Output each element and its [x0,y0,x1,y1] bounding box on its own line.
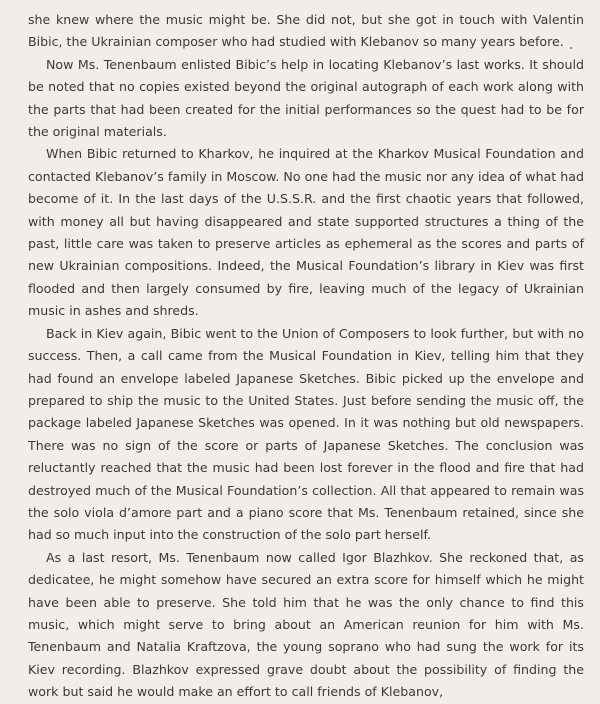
paragraph-4: Back in Kiev again, Bibic went to the Union of Composers to look further, but with no success. Then, a call came from the Musical Foundation in Kiev, telling him that they had found an envelope labeled Japanese Sketches. Bibic picked up the envelope and prepared to ship the music to the United States. Just before sending the music off, the package labeled Japanese Sketches was opened. In it was nothing but old newspapers. There was no sign of the score or parts of Japanese Sketches. The conclusion was reluctantly reached that the music had been lost forever in the flood and fire that had destroyed much of the Musical Foundation’s collection. All that appeared to remain was the solo viola d’amore part and a piano score that Ms. Tenenbaum retained, since she had so much input into the construction of the solo part herself. [28,325,584,543]
paper-speck [570,47,572,49]
paragraph-2: Now Ms. Tenenbaum enlisted Bibic’s help in locating Klebanov’s last works. It should be noted that no copies existed beyond the original autograph of each work along with the parts that had been created for the initial performances so the quest had to be for the original materials. [28,56,584,140]
paragraph-1: she knew where the music might be. She did not, but she got in touch with Valentin Bibic, the Ukrainian composer who had studied with Klebanov so many years before. [28,12,584,50]
document-page [28,9,584,704]
paragraph-5: As a last resort, Ms. Tenenbaum now called Igor Blazhkov. She reckoned that, as dedicatee, he might somehow have secured an extra score for himself which he might have been able to preserve. She told him that he was the only chance to find this music, which might serve to bring about an American reunion for him with Ms. Tenenbaum and Natalia Kraftzova, the young soprano who had sung the work for its Kiev recording. Blazhkov expressed grave doubt about the possibility of finding the work but said he would make an effort to call friends of Klebanov, [28,549,584,700]
paragraph-3: When Bibic returned to Kharkov, he inquired at the Kharkov Musical Foundation and contacted Klebanov’s family in Moscow. No one had the music nor any idea of what had become of it. In the last days of the U.S.S.R. and the first chaotic years that followed, with money all but having disappeared and state supported structures a thing of the past, little care was taken to preserve articles as ephemeral as the scores and parts of new Ukrainian compositions. Indeed, the Musical Foundation’s library in Kiev was first flooded and then largely consumed by fire, leaving much of the legacy of Ukrainian music in ashes and shreds. [28,146,584,319]
